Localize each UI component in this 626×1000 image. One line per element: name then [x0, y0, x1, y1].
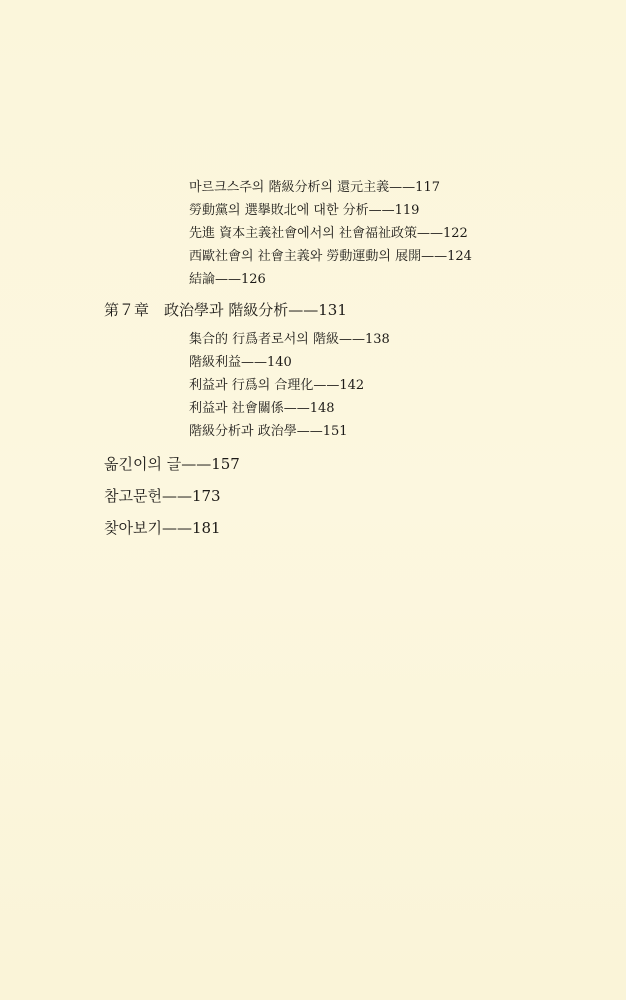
toc-translator-note: 옮긴이의 글——157 — [104, 455, 240, 473]
toc-entry: 階級分析과 政治學——151 — [189, 424, 348, 439]
toc-entry: 階級利益——140 — [189, 355, 292, 370]
toc-index: 찾아보기——181 — [104, 519, 221, 537]
toc-entry: 先進 資本主義社會에서의 社會福祉政策——122 — [189, 226, 468, 241]
toc-entry: 西歐社會의 社會主義와 勞動運動의 展開——124 — [189, 249, 472, 264]
toc-entry: 勞動黨의 選擧敗北에 대한 分析——119 — [189, 203, 420, 218]
toc-entry: 集合的 行爲者로서의 階級——138 — [189, 332, 390, 347]
toc-entry: 利益과 行爲의 合理化——142 — [189, 378, 365, 393]
toc-entry: 마르크스주의 階級分析의 還元主義——117 — [189, 180, 440, 195]
toc-references: 참고문헌——173 — [104, 487, 221, 505]
toc-entry: 利益과 社會關係——148 — [189, 401, 335, 416]
toc-entry: 結論——126 — [189, 272, 266, 287]
chapter-heading: 第７章 政治學과 階級分析——131 — [104, 301, 347, 319]
